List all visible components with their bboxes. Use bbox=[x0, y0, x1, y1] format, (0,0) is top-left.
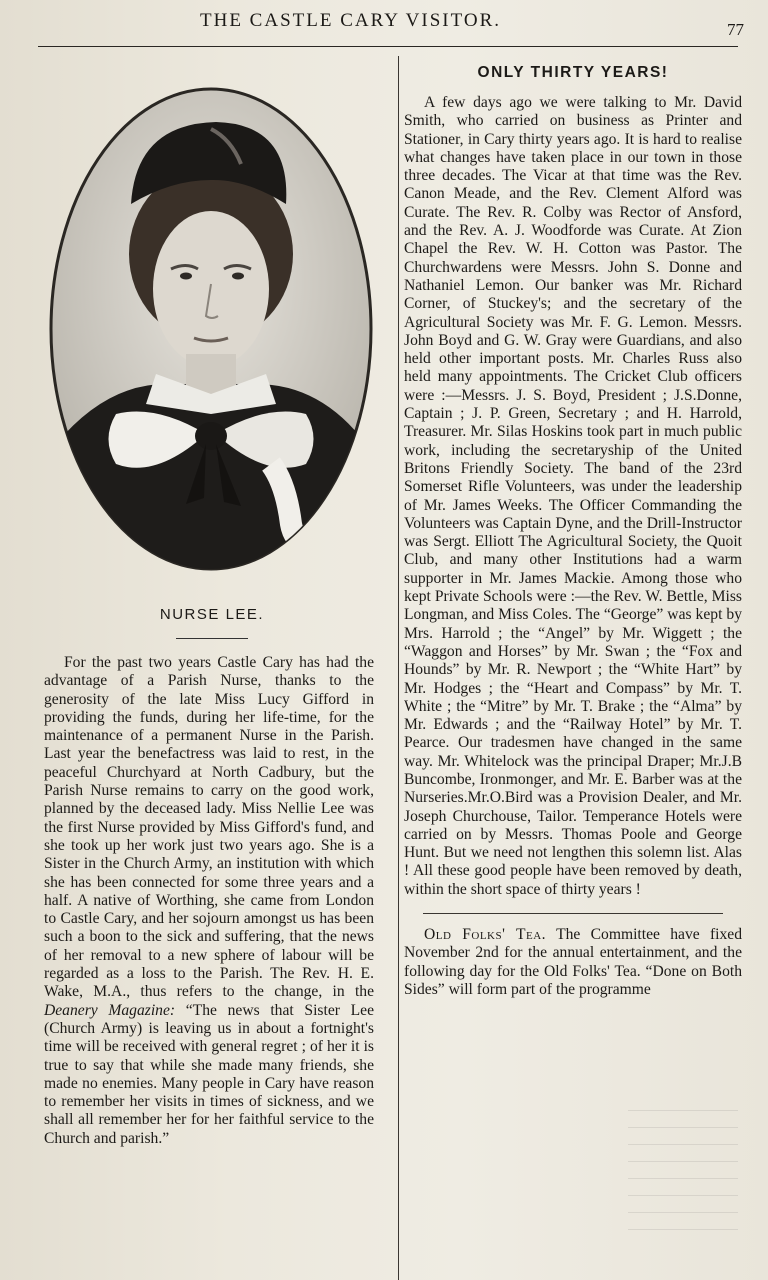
nurse-lee-article bbox=[44, 654, 374, 1148]
portrait-image bbox=[46, 84, 376, 574]
page-header bbox=[0, 0, 768, 46]
running-title: THE CASTLE CARY VISITOR. bbox=[200, 10, 502, 31]
old-folks-tea-notice bbox=[404, 926, 742, 999]
notice-heading: Old Folks' Tea. bbox=[424, 926, 547, 944]
portrait-caption: NURSE LEE. bbox=[159, 606, 265, 623]
article-quote: “The news that Sister Lee (Church Army) is leaving us in about a fortnight's time will be received with general regret ; of her it is true to say that while she made many friends, she made no enemies. Many people in Cary have reason to remember her visits in times of sickness, and we shall all remember her for her faithful service to the Church and parish.” bbox=[44, 1001, 374, 1147]
nurse-lee-portrait bbox=[46, 84, 376, 574]
article-intro: For the past two years Castle Cary has had the advantage of a Parish Nurse, thanks to the generosity of the late Miss Lucy Gifford in providing the funds, during her life-time, for the maintenance of a permanent Nurse in the Parish. Last year the benefactress was laid to rest, in the peaceful Churchyard at North Cadbury, but the Parish Nurse remains to carry on the good work, planned by the deceased lady. Miss Nellie Lee was the first Nurse provided by Miss Gifford's fund, and she took up her work just two years ago. She is a Sister in the Church Army, an institution with which she has been connected for some three years and a half. A native of Worthing, she came from London to Castle Cary, and her sojourn amongst us has been such a boon to the sick and suffering, that the news of her removal to a new sphere of labour will be regarded as a loss to the Parish. The Rev. H. E. Wake, M.A., thus refers to the change, in the bbox=[44, 654, 374, 1001]
section-rule bbox=[423, 913, 723, 914]
caption-rule bbox=[176, 638, 248, 639]
notice-text: The Committee have fixed November 2nd for the annual entertainment, and the following day for the Old Folks' Tea. “Done on Both Sides” will form part of the programme bbox=[404, 926, 743, 998]
show-through-bleed bbox=[628, 1100, 738, 1260]
page-number: 77 bbox=[727, 20, 744, 39]
deanery-magazine-title: Deanery Magazine: bbox=[44, 1001, 176, 1019]
header-rule bbox=[38, 46, 738, 47]
nurse-lee-article-text bbox=[44, 654, 374, 1148]
right-column bbox=[404, 56, 742, 999]
column-divider bbox=[398, 56, 399, 1280]
only-thirty-years-article: A few days ago we were talking to Mr. David Smith, who carried on business as Printer and Stationer, in Cary thirty years ago. It is hard to realise what changes have taken place in our town in those three decades. The Vicar at that time was the Rev. Canon Meade, and the Rev. Clement Alford was Curate. The Rev. R. Colby was Rector of Ansford, and the Rev. A. J. Woodforde was Curate. At Zion Chapel the Rev. W. H. Cotton was Pastor. The Churchwardens were Messrs. John S. Donne and Nathaniel Lemon. Our banker was Mr. Richard Corner, of Stuckey's; and the secretary of the Agricultural Society was Mr. F. G. Lemon. Messrs. John Boyd and G. W. Gray were Guardians, and also held other important posts. Mr. Charles Russ also held many appointments. The Cricket Club officers were :—Messrs. J. S. Boyd, President ; J.S.Donne, Captain ; J. P. Green, Secretary ; and H. Harrold, Treasurer. Mr. Silas Hoskins took part in much public work, including the secretaryship of the United Britons Friendly Society. The band of the 23rd Somerset Rifle Volunteers, was under the leadership of Mr. James Weeks. The Officer Commanding the Volunteers was Captain Dyne, and the Drill-Instructor was Sergt. Elliott The Agricultural Society, the Quoit Club, and many other Institutions had a warm supporter in Mr. James Mackie. Among those who kept Private Schools were :—the Rev. W. Bettle, Miss Longman, and Miss Coles. The “George” was kept by Mrs. Harrold ; the “Angel” by Mr. Wiggett ; the “Waggon and Horses” by Mr. Swan ; the “Fox and Hounds” by Mr. R. Newport ; the “White Hart” by Mr. Hodges ; the “Heart and Compass” by Mr. T. White ; the “Mitre” by Mr. T. Brake ; the “Alma” by Mr. Edwards ; and the “Railway Hotel” by Mr. T. Pearce. Our tradesmen have changed in the same way. Mr. Whitelock was the principal Draper; Mr.J.B Buncombe, Ironmonger, and Mr. E. Barber was at the Nurseries.Mr.O.Bird was a Provision Dealer, and Mr. Joseph Churchouse, Tailor. Temperance Hotels were carried on by Messrs. Thomas Poole and George Hunt. But we need not lengthen this solemn list. Alas ! All these good people have been removed by death, within the short space of thirty years ! bbox=[404, 94, 742, 898]
only-thirty-years-title: ONLY THIRTY YEARS! bbox=[477, 64, 669, 81]
